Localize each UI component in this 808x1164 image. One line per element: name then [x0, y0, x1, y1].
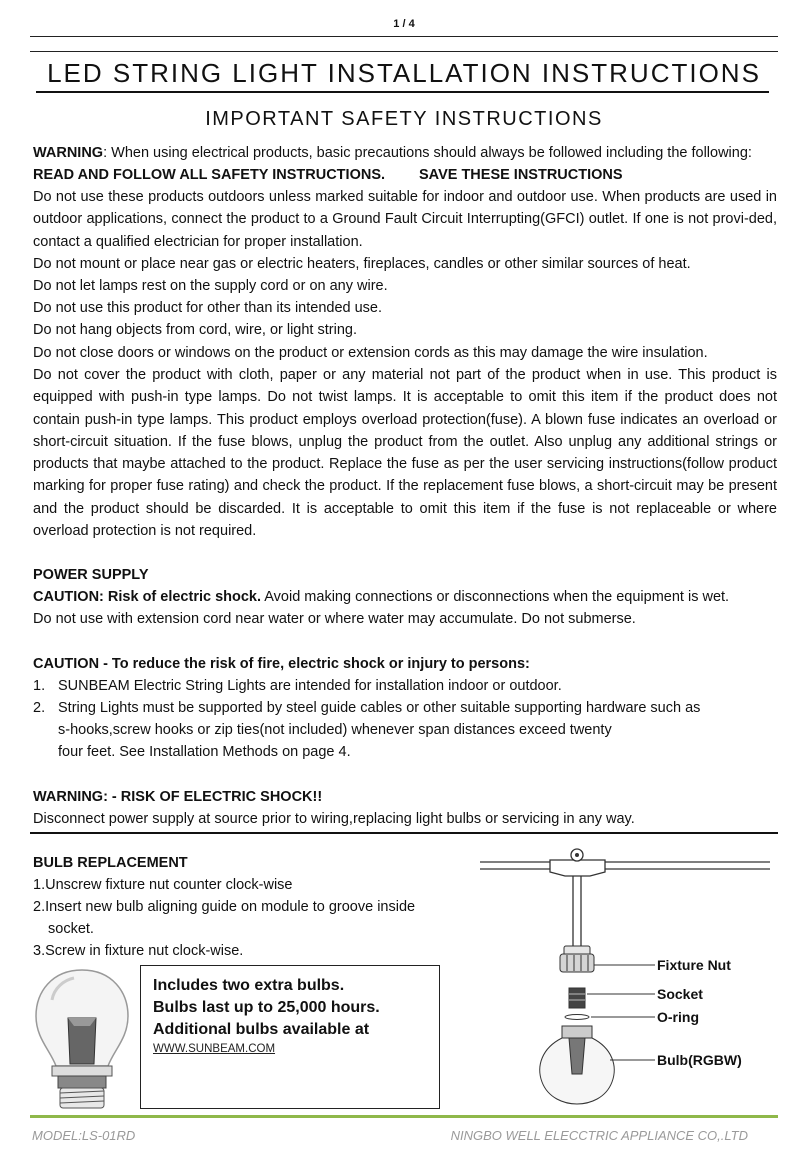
power-caution-line — [33, 586, 793, 608]
shock-warning-text: Disconnect power supply at source prior to wiring,replacing light bulbs or servicing in any way. — [33, 811, 635, 827]
read-follow-text: READ AND FOLLOW ALL SAFETY INSTRUCTIONS. — [33, 167, 386, 183]
title-top-rule — [30, 51, 778, 52]
socket-shape — [569, 988, 585, 1008]
section-subtitle: IMPORTANT SAFETY INSTRUCTIONS — [205, 108, 603, 130]
section-divider — [30, 832, 778, 834]
document-title: LED STRING LIGHT INSTALLATION INSTRUCTIONS — [47, 58, 761, 88]
list-number: 1. — [33, 678, 46, 694]
hanging-loop-hole — [575, 853, 579, 857]
footer-model: MODEL:LS-01RD — [32, 1128, 136, 1143]
no-heat-line: Do not mount or place near gas or electric heaters, fireplaces, candles or other similar sources of heat. — [33, 256, 691, 272]
intended-use-line: Do not use this product for other than its intended use. — [33, 300, 383, 316]
bulb-step-2: 2.Insert new bulb aligning guide on module to groove inside — [33, 899, 416, 915]
footer-rule — [30, 1115, 778, 1118]
caution-fire-heading-text: CAUTION - To reduce the risk of fire, electric shock or injury to persons: — [33, 656, 530, 672]
bulb-shape — [540, 1026, 614, 1104]
fixture-nut-label: Fixture Nut — [657, 957, 731, 973]
list-text-line-2: s-hooks,screw hooks or zip ties(not included) whenever span distances exceed twenty — [58, 722, 612, 738]
bulb-neck — [58, 1076, 106, 1088]
bulb-replacement-heading-text: BULB REPLACEMENT — [33, 855, 188, 871]
bulb-replacement-heading — [33, 852, 453, 874]
title-bottom-rule — [36, 91, 769, 93]
footer-company: NINGBO WELL ELECCTRIC APPLIANCE CO,.LTD — [450, 1128, 748, 1143]
fixture-nut-shape — [560, 946, 594, 972]
socket-label: Socket — [657, 986, 703, 1002]
list-number: 2. — [33, 700, 46, 716]
read-follow-line — [33, 164, 777, 186]
save-instructions-text: SAVE THESE INSTRUCTIONS — [419, 167, 623, 183]
no-cover-paragraph: Do not cover the product with cloth, paper or any material not part of the product when in use. This product is equipped with push-in type lamps. Do not twist lamps. It is acceptable to omit this item if the product does not contain push-in type lamps. This product employs overload protection(fuse). A blown fuse indicates an overload or short-circuit situation. If the fuse blows, unplug the product from the outlet. Also unplug any additional strings or products that maybe attached to the product. Replace the fuse as per the user servicing instructions(follow product marking for proper fuse rating) and check the product. If the replacement fuse blows, a short-circuit may be present and the product should be discarded. It is acceptable to omit this item if the fuse is not replaceable or where overload protection is not required. — [33, 367, 777, 540]
power-caution-text: Avoid making connections or disconnections when the equipment is wet. — [261, 589, 730, 605]
list-text-line-3: four feet. See Installation Methods on page 4. — [58, 744, 351, 760]
list-text: SUNBEAM Electric String Lights are intended for installation indoor or outdoor. — [58, 678, 562, 694]
warning-label: WARNING — [33, 145, 104, 161]
info-box-line-1: Includes two extra bulbs. — [153, 977, 345, 994]
page-number: 1 / 4 — [393, 18, 415, 30]
power-caution-label: CAUTION: Risk of electric shock. — [33, 589, 262, 605]
warning-text: : When using electrical products, basic precautions should always be followed including the following: — [103, 145, 752, 161]
list-item — [33, 697, 777, 763]
list-text-line-1: String Lights must be supported by steel guide cables or other suitable supporting hardware such as — [58, 700, 701, 716]
no-hang-line: Do not hang objects from cord, wire, or light string. — [33, 322, 357, 338]
info-box-line-3: Additional bulbs available at — [153, 1021, 370, 1038]
power-supply-heading-text: POWER SUPPLY — [33, 567, 149, 583]
bulb-label: Bulb(RGBW) — [657, 1052, 742, 1068]
bulb-step-2-cont: socket. — [48, 921, 94, 937]
o-ring-shape — [565, 1015, 589, 1020]
fixture-diagram — [470, 842, 780, 1110]
outdoor-use-paragraph: Do not use these products outdoors unless marked suitable for indoor and outdoor use. When products are used in outdoor applications, connect the product to a Ground Fault Circuit Interrupting(GFCI) outlet. If one is not provi-ded, contact a qualified electrician for proper installation. — [33, 189, 777, 250]
junction-housing — [550, 860, 605, 876]
bulb-screw-base — [60, 1088, 104, 1108]
extra-bulbs-info-box — [140, 965, 440, 1109]
extension-cord-line: Do not use with extension cord near water or where water may accumulate. Do not submerse. — [33, 611, 636, 627]
website-link[interactable]: WWW.SUNBEAM.COM — [153, 1043, 276, 1055]
shock-warning-heading-text: WARNING: - RISK OF ELECTRIC SHOCK!! — [33, 789, 323, 805]
bulb-illustration — [30, 966, 135, 1112]
power-supply-heading — [33, 564, 777, 586]
warning-line — [33, 142, 777, 164]
o-ring-label: O-ring — [657, 1009, 699, 1025]
bulb-step-1: 1.Unscrew fixture nut counter clock-wise — [33, 877, 293, 893]
shock-warning-heading — [33, 786, 777, 808]
caution-fire-heading — [33, 653, 777, 675]
header-rule — [30, 36, 778, 37]
bulb-step-3: 3.Screw in fixture nut clock-wise. — [33, 943, 244, 959]
bulb-collar — [52, 1066, 112, 1076]
info-box-line-2: Bulbs last up to 25,000 hours. — [153, 999, 380, 1016]
no-rest-line: Do not let lamps rest on the supply cord or on any wire. — [33, 278, 388, 294]
no-close-line: Do not close doors or windows on the product or extension cords as this may damage the wire insulation. — [33, 345, 708, 361]
